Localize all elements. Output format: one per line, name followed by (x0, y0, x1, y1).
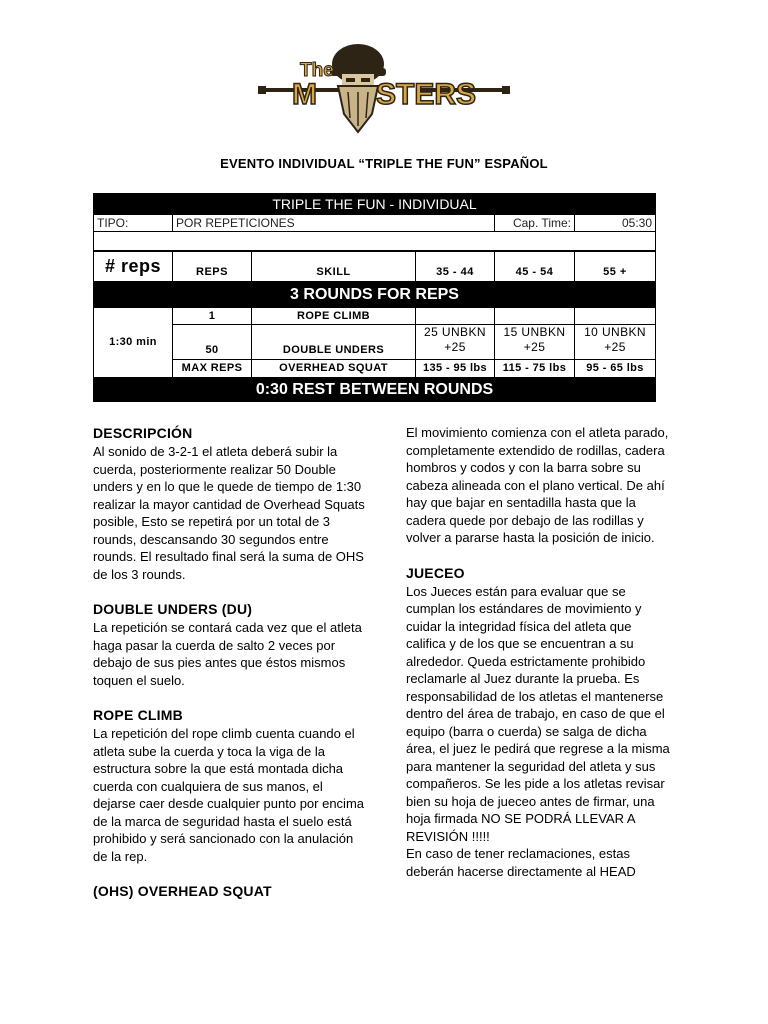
row-weight (575, 308, 656, 325)
jueceo-text: Los Jueces están para evaluar que se cumplan los estándares de movimiento y cuidar la integridad física del atleta que califica y de los que se encuentran a su alrededor. Queda estrictamente prohibido reclamarle al Juez durante la prueba. Es responsabilidad de los atletas el mantenerse dentro del área de trabajo, en caso de que el equipo (barra o cuerda) se salga de dicha área, el juez le pedirá que regrese a la misma para mantener la seguridad del atleta y sus compañeros. Se les pide a los atletas revisar bien su hoja de jueceo antes de firmar, una hoja firmada NO SE PODRÁ LLEVAR A REVISIÓN !!!!! (406, 583, 670, 844)
section-text: Al sonido de 3-2-1 el atleta deberá subir la cuerda, posteriormente realizar 50 Double unders y en lo que le quede de tiempo de 1:30 realizar la mayor cantidad de Overhead Squats posible, Esto se repetirá por un total de 3 rounds, descansando 30 segundos entre rounds. El resultado final será la suma de OHS de los 3 rounds. (93, 444, 365, 582)
row-weight: 95 - 65 lbs (575, 360, 656, 378)
header-age-55-plus: 55 + (575, 251, 656, 282)
masters-logo (258, 40, 510, 136)
row-weight: 25 UNBKN +25 (416, 325, 495, 360)
row-weight (416, 308, 495, 325)
rounds-banner: 3 ROUNDS FOR REPS (94, 282, 656, 308)
row-skill: OVERHEAD SQUAT (252, 360, 416, 378)
tipo-value: POR REPETICIONES (173, 215, 495, 232)
masters-logo-graphic (258, 40, 510, 136)
section-text: La repetición del rope climb cuenta cuando el atleta sube la cuerda y toca la viga de la estructura sobre la que está montada dicha cuerda con cualquiera de sus manos, el dejarse caer desde cualquier punto por encima de la marca de seguridad hasta el suelo está prohibido y será sancionado con la anulación de la rep. (93, 726, 365, 864)
document-title: EVENTO INDIVIDUAL “TRIPLE THE FUN” ESPAÑOL (220, 156, 548, 171)
row-weight: 15 UNBKN +25 (495, 325, 575, 360)
jueceo-heading: JUECEO (406, 564, 465, 581)
cap-time-label: Cap. Time: (495, 215, 575, 232)
section-text: La repetición se contará cada vez que el atleta haga pasar la cuerda de salto 2 veces por debajo de sus pies antes que éstos mismos toquen el suelo. (93, 620, 362, 688)
row-weight: 10 UNBKN +25 (575, 325, 656, 360)
section-heading: DESCRIPCIÓN (93, 425, 193, 441)
rest-banner: 0:30 REST BETWEEN ROUNDS (94, 378, 656, 402)
wod-table (93, 193, 656, 402)
row-weight (495, 308, 575, 325)
wod-title: TRIPLE THE FUN - INDIVIDUAL (94, 194, 656, 215)
section-heading: DOUBLE UNDERS (DU) (93, 601, 253, 617)
right-column (406, 424, 671, 880)
row-weight: 135 - 95 lbs (416, 360, 495, 378)
row-skill: DOUBLE UNDERS (252, 325, 416, 360)
cap-time-value: 05:30 (575, 215, 656, 232)
header-reps: REPS (173, 251, 252, 282)
header-skill: SKILL (252, 251, 416, 282)
row-skill: ROPE CLIMB (252, 308, 416, 325)
empty-row (94, 232, 656, 252)
time-cell: 1:30 min (94, 308, 173, 378)
section-heading: (OHS) OVERHEAD SQUAT (93, 883, 272, 899)
header-age-35-44: 35 - 44 (416, 251, 495, 282)
svg-text:STERS: STERS (376, 78, 477, 111)
header-age-45-54: 45 - 54 (495, 251, 575, 282)
header-reps-big: # reps (94, 251, 173, 282)
row-reps: MAX REPS (173, 360, 252, 378)
svg-text:M: M (292, 78, 317, 111)
reclamaciones-text: En caso de tener reclamaciones, estas deberán hacerse directamente al HEAD (406, 846, 636, 879)
section-heading: ROPE CLIMB (93, 707, 183, 723)
row-reps: 1 (173, 308, 252, 325)
ohs-text: El movimiento comienza con el atleta parado, completamente extendido de rodillas, cadera hombros y codos y con la barra sobre su cabeza alineada con el plano vertical. De ahí hay que bajar en sentadilla hasta que la cadera quede por debajo de las rodillas y volver a pararse hasta la posición de inicio. (406, 425, 669, 545)
row-reps: 50 (173, 325, 252, 360)
svg-text:The: The (300, 60, 334, 81)
row-weight: 115 - 75 lbs (495, 360, 575, 378)
tipo-label: TIPO: (94, 215, 173, 232)
left-column (93, 424, 365, 901)
